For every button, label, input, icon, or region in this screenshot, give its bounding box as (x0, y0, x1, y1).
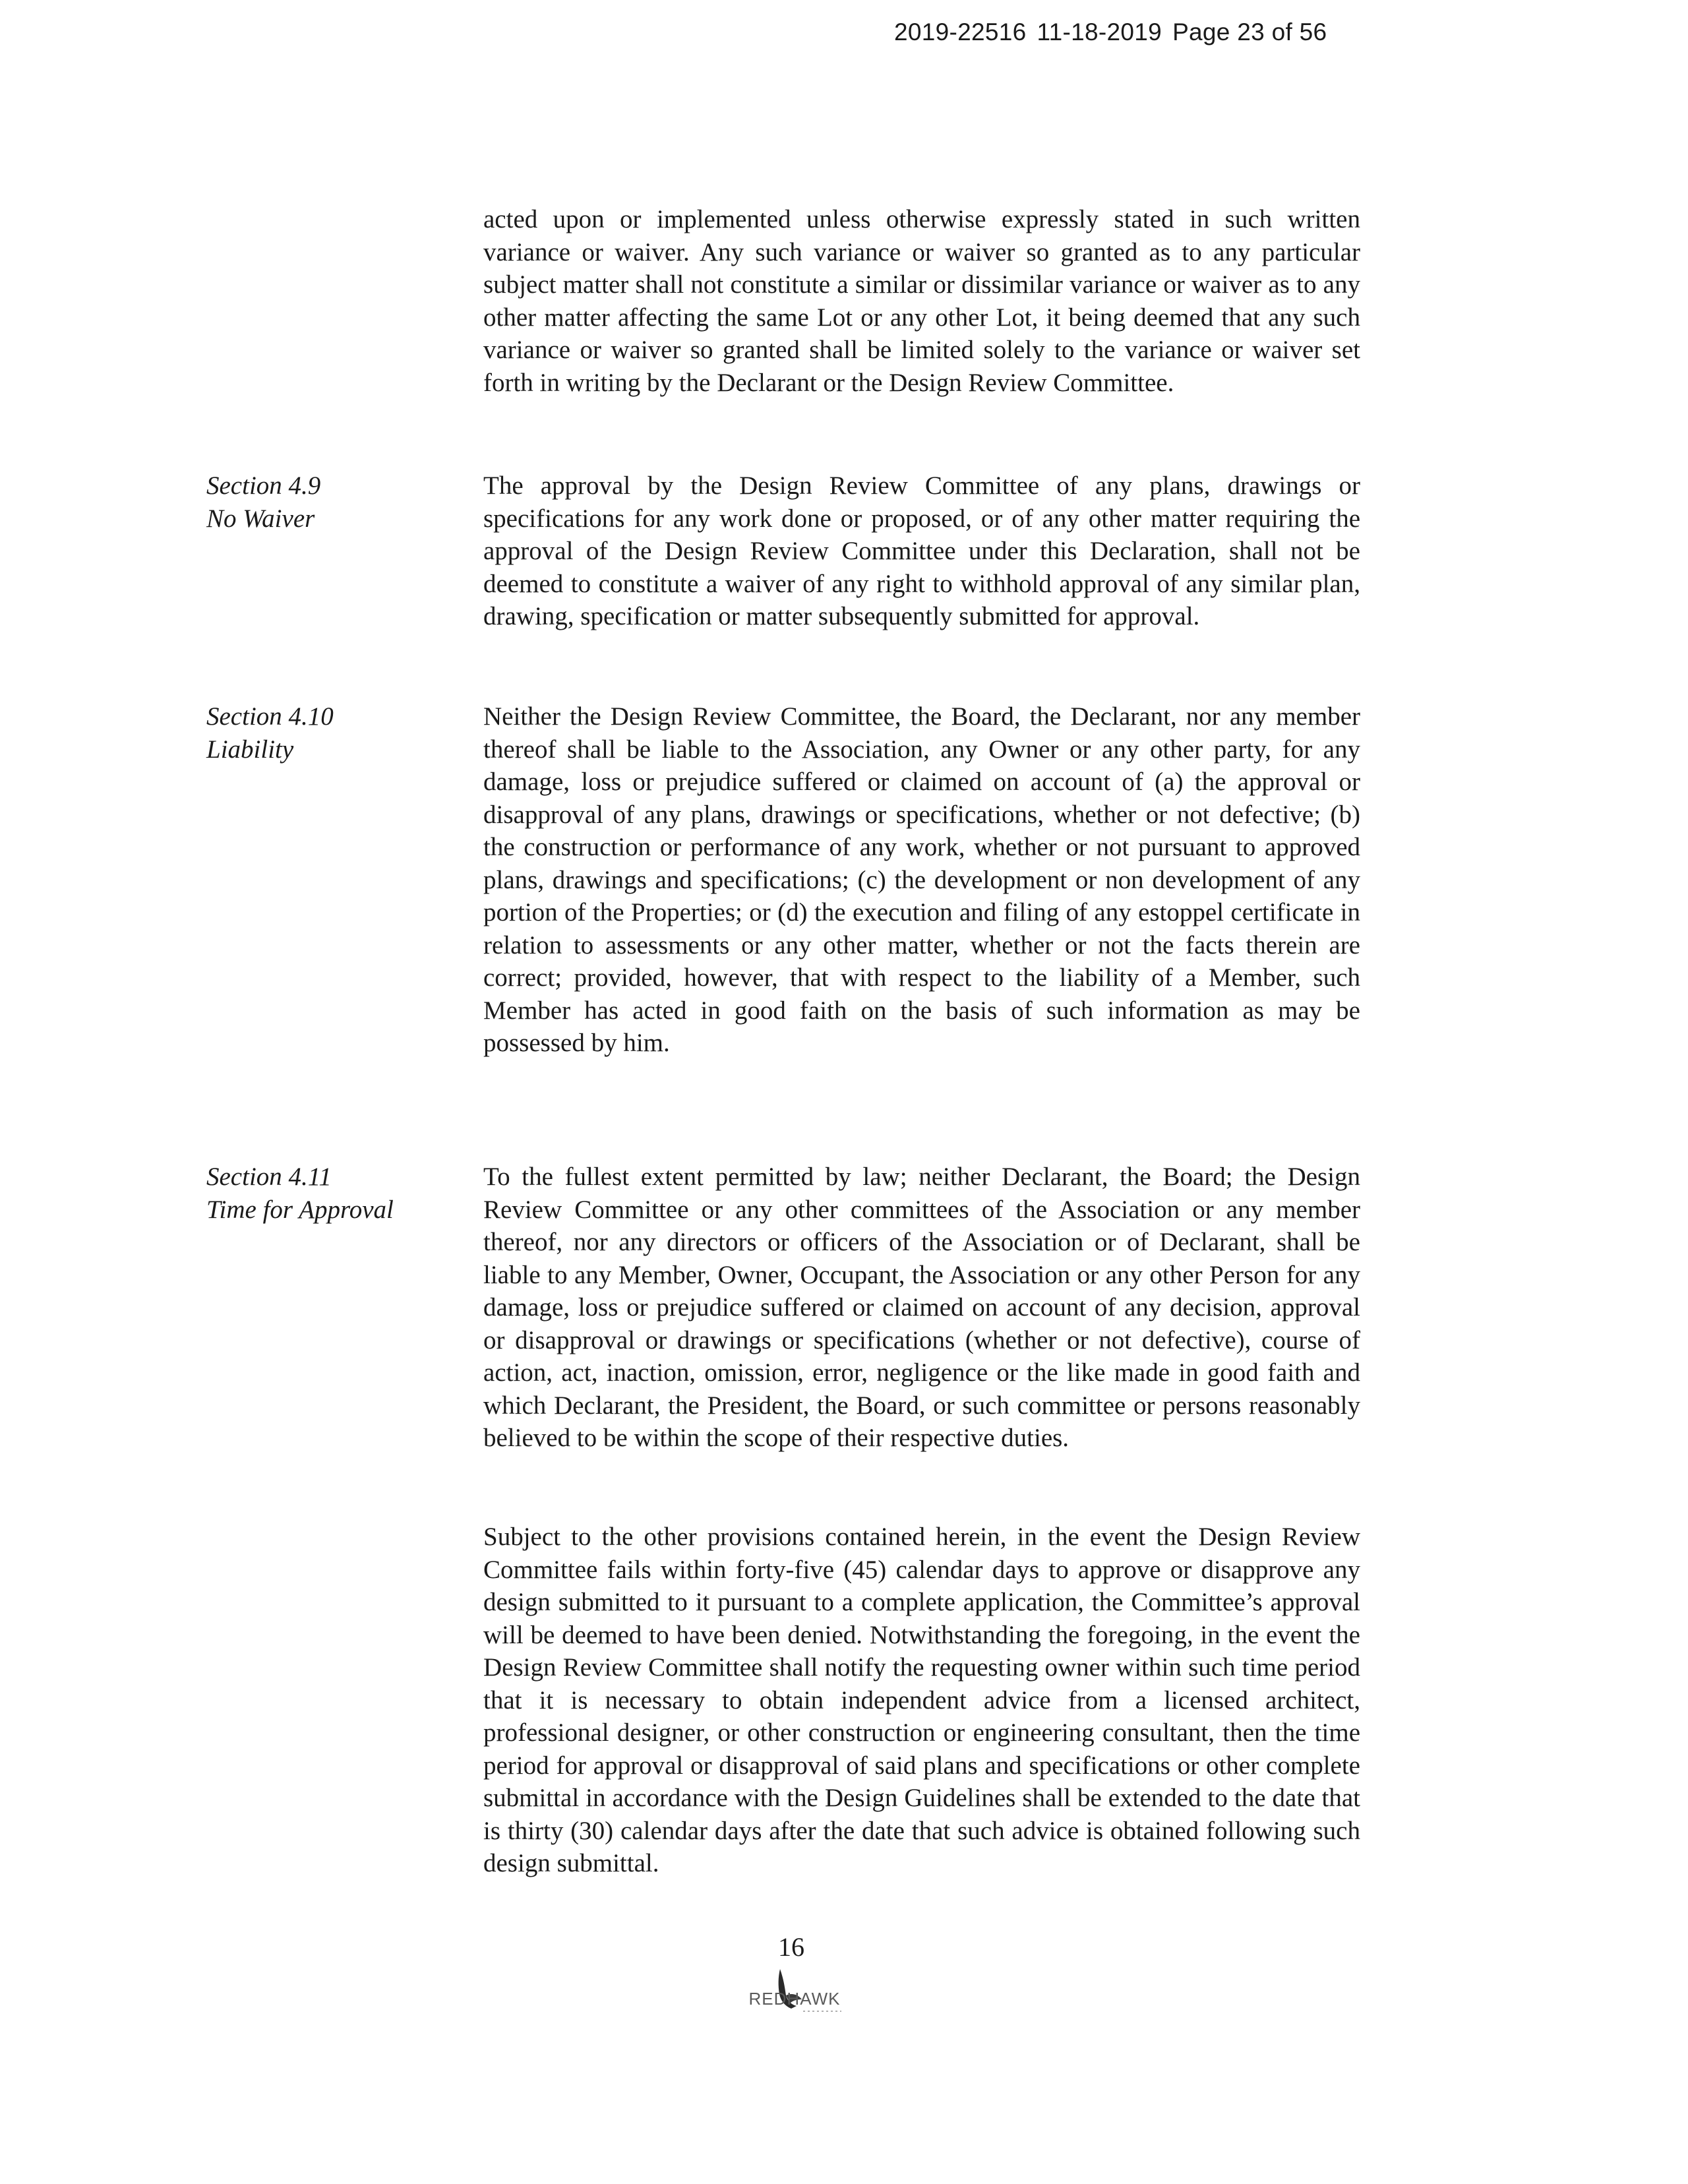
page-count: Page 23 of 56 (1172, 18, 1327, 46)
svg-text:REDHAWK: REDHAWK (748, 1989, 841, 2009)
section-4-10-paragraph: Neither the Design Review Committee, the Board, the Declarant, nor any member thereof shall be liable to the Association, any Owner or any other party, for any damage, loss or prejudice suffered or claimed on account of (a) the approval or disapproval of any plans, drawings or specifications, whether or not defective; (b) the construction or performance of any work, whether or not pursuant to approved plans, drawings and specifications; (c) the development or non development of any portion of the Properties; or (d) the execution and filing of any estoppel certificate in relation to assessments or any other matter, whether or not the facts therein are correct; provided, however, that with respect to the liability of a Member, such Member has acted in good faith on the basis of such information as may be possessed by him. (483, 702, 1360, 1057)
section-4-11-title: Time for Approval (206, 1195, 394, 1224)
section-4-10-number: Section 4.10 (206, 702, 334, 731)
section-4-9-paragraph: The approval by the Design Review Committee of any plans, drawings or specifications for any work done or proposed, or of any other matter requiring the approval of the Design Review Committee under this Declaration, shall not be deemed to constitute a waiver of any right to withhold approval of any similar plan, drawing, specification or matter subsequently submitted for approval. (483, 471, 1360, 630)
page-header (894, 18, 1356, 46)
section-4-9-number: Section 4.9 (206, 471, 321, 500)
section-4-10-title: Liability (206, 735, 294, 764)
section-4-11-paragraph-2: Subject to the other provisions contained herein, in the event the Design Review Committee fails within forty-five (45) calendar days to approve or disapprove any design submitted to it pursuant to a complete application, the Committee’s approval will be deemed to have been denied. Notwithstanding the foregoing, in the event the Design Review Committee shall notify the requesting owner within such time period that it is necessary to obtain independent advice from a licensed architect, professional designer, or other construction or engineering consultant, then the time period for approval or disapproval of said plans and specifications or other complete submittal in accordance with the Design Guidelines shall be extended to the date that is thirty (30) calendar days after the date that such advice is obtained following such design submittal. (483, 1523, 1360, 1877)
section-4-11-label (206, 1161, 457, 1226)
section-4-11-paragraph: To the fullest extent permitted by law; neither Declarant, the Board; the Design Review Committee or any other committees of the Association or any member thereof, nor any directors or officers of the Association or of Declarant, shall be liable to any Member, Owner, Occupant, the Association or any other Person for any damage, loss or prejudice suffered or claimed on account of any decision, approval or disapproval or drawings or specifications (whether or not defective), course of action, act, inaction, omission, error, negligence or the like made in good faith and which Declarant, the President, the Board, or such committee or persons reasonably believed to be within the scope of their respective duties. (483, 1163, 1360, 1452)
section-4-10-label (206, 700, 457, 766)
page-number: 16 (778, 1932, 804, 1962)
section-4-9-title: No Waiver (206, 504, 315, 533)
continuation-paragraph: acted upon or implemented unless otherwise expressly stated in such written variance or waiver. Any such variance or waiver so granted as to any particular subject matter shall not constitute a similar or dissimilar variance or waiver as to any other matter affecting the same Lot or any other Lot, it being deemed that any such variance or waiver so granted shall be limited solely to the variance or waiver set forth in writing by the Declarant or the Design Review Committee. (483, 205, 1360, 397)
redhawk-logo (712, 1966, 877, 2019)
section-4-9-label (206, 470, 457, 535)
document-number: 2019-22516 (894, 18, 1027, 46)
section-4-11-number: Section 4.11 (206, 1163, 332, 1191)
document-date: 11-18-2019 (1037, 18, 1162, 46)
